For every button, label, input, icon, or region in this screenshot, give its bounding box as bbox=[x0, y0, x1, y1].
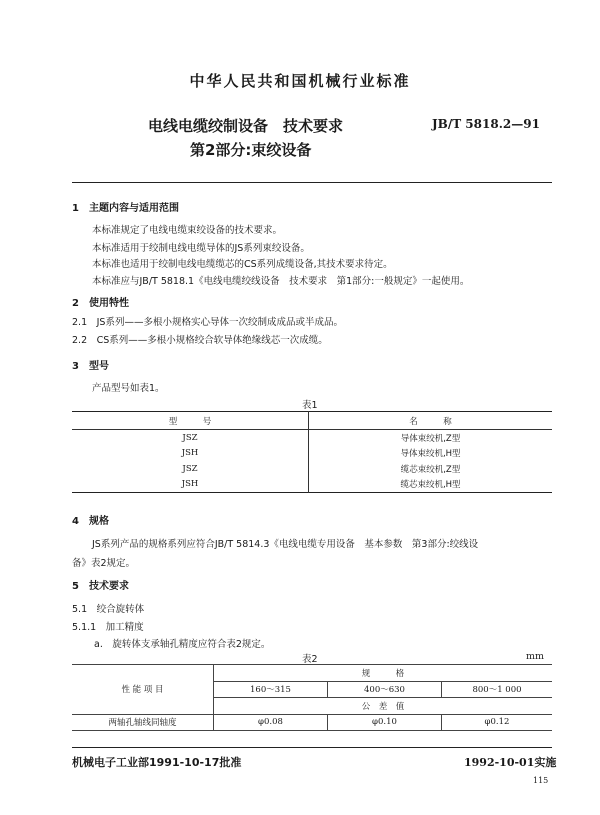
section-2-item: 2.2 CS系列——多根小规格绞合软导体绝缘线芯一次成缆。 bbox=[72, 335, 328, 346]
table-cell: φ0.12 bbox=[442, 714, 553, 731]
page-number: 115 bbox=[533, 776, 549, 785]
section-3-paragraph: 产品型号如表1。 bbox=[92, 383, 165, 394]
subsection-heading: 5.1.1 加工精度 bbox=[72, 622, 144, 633]
document-subtitle: 第2部分:束绞设备 bbox=[190, 141, 312, 159]
document-title: 电线电缆绞制设备 技术要求 bbox=[148, 117, 344, 135]
table-row bbox=[72, 430, 552, 446]
subsection-heading: 5.1 绞合旋转体 bbox=[72, 604, 145, 615]
standard-number: JB/T 5818.2—91 bbox=[432, 117, 540, 131]
table-cell: JSH bbox=[72, 446, 309, 462]
table-row bbox=[72, 461, 552, 477]
section-5-heading: 5 技术要求 bbox=[72, 581, 129, 592]
table-cell: JSH bbox=[72, 477, 309, 493]
tolerance-table bbox=[72, 664, 552, 731]
section-3-heading: 3 型号 bbox=[72, 361, 109, 372]
table-cell: 400～630 bbox=[328, 681, 442, 698]
table-row bbox=[72, 714, 552, 731]
section-4-heading: 4 规格 bbox=[72, 516, 109, 527]
table-header-name: 名 称 bbox=[309, 412, 553, 430]
table-cell: 导体束绞机,Z型 bbox=[400, 433, 461, 444]
approval-line: 机械电子工业部1991-10-17批准 bbox=[72, 756, 242, 769]
issuing-body: 中华人民共和国机械行业标准 bbox=[189, 72, 411, 90]
table-spec-header: 规 格 bbox=[214, 665, 553, 682]
table-cell: 160～315 bbox=[214, 681, 328, 698]
section-1-paragraph: 本标准规定了电线电缆束绞设备的技术要求。 bbox=[92, 225, 283, 236]
table-2-caption: 表2 bbox=[302, 654, 318, 665]
table-row bbox=[72, 446, 552, 462]
table-row-label: 性 能 项 目 bbox=[72, 665, 214, 715]
section-2-heading: 2 使用特性 bbox=[72, 298, 129, 309]
table-tolerance-header: 公 差 值 bbox=[214, 698, 553, 715]
section-1-paragraph: 本标准应与JB/T 5818.1《电线电缆绞线设备 技术要求 第1部分:一般规定》一起使用。 bbox=[92, 276, 470, 287]
section-4-paragraph-line: JS系列产品的规格系列应符合JB/T 5814.3《电线电缆专用设备 基本参数 第3部分:绞线设 bbox=[92, 539, 479, 550]
model-table bbox=[72, 411, 552, 493]
table-cell: JSZ bbox=[72, 461, 309, 477]
table-header-model: 型 号 bbox=[72, 412, 309, 430]
table-cell: φ0.08 bbox=[214, 714, 328, 731]
table-2-unit: mm bbox=[526, 651, 545, 662]
table-cell: φ0.10 bbox=[328, 714, 442, 731]
implementation-date: 1992-10-01实施 bbox=[464, 756, 557, 769]
list-item: a. 旋转体支承轴孔精度应符合表2规定。 bbox=[94, 639, 271, 650]
table-cell: 缆芯束绞机,H型 bbox=[400, 480, 461, 491]
table-1-caption: 表1 bbox=[302, 400, 318, 411]
section-4-paragraph-line: 备》表2规定。 bbox=[72, 558, 136, 569]
footer-rule bbox=[72, 747, 552, 748]
section-1-heading: 1 主题内容与适用范围 bbox=[72, 203, 179, 214]
header-rule bbox=[72, 182, 552, 183]
section-2-item: 2.1 JS系列——多根小规格实心导体一次绞制成成品或半成品。 bbox=[72, 317, 343, 328]
table-row bbox=[72, 477, 552, 493]
section-1-paragraph: 本标准适用于绞制电线电缆导体的JS系列束绞设备。 bbox=[92, 243, 310, 254]
table-cell: 800～1 000 bbox=[442, 681, 553, 698]
table-cell: 导体束绞机,H型 bbox=[400, 449, 461, 460]
table-cell: JSZ bbox=[72, 430, 309, 446]
table-item-label: 两轴孔轴线同轴度 bbox=[72, 714, 214, 731]
section-1-paragraph: 本标准也适用于绞制电线电缆缆芯的CS系列成缆设备,其技术要求待定。 bbox=[92, 259, 393, 270]
table-cell: 缆芯束绞机,Z型 bbox=[400, 464, 461, 475]
